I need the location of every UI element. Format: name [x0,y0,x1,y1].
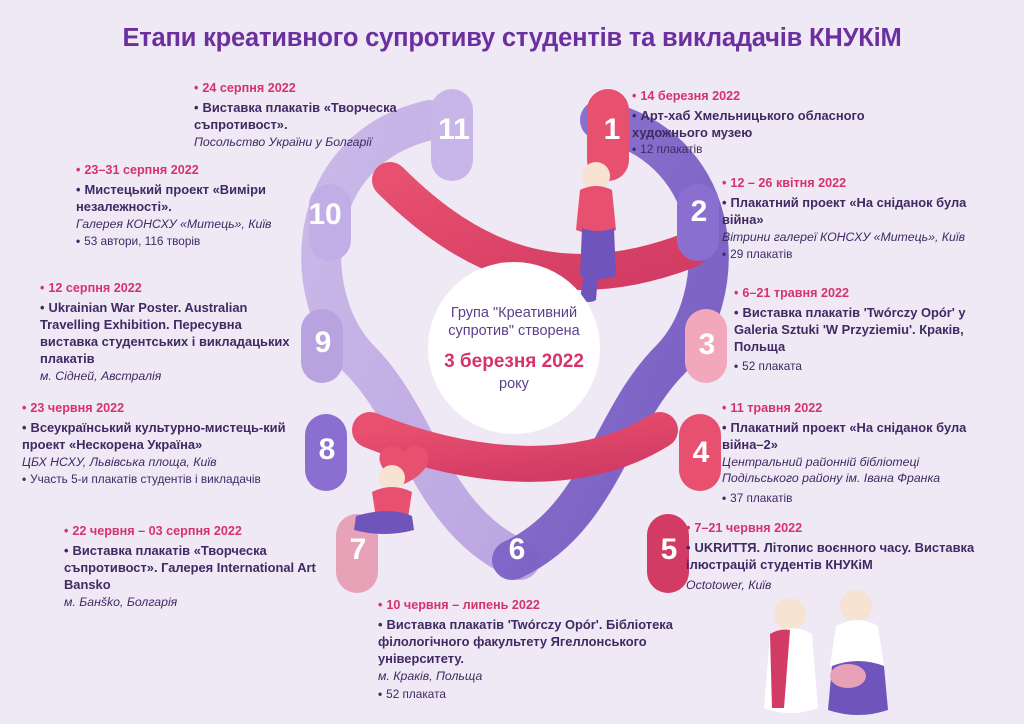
step-place-7: м. Банško, Болгарія [64,595,178,610]
step-title-9: • Ukrainian War Poster. Australian Travelling Exhibition. Пересувна виставка студентських і викладацьких плакатів [40,299,298,368]
two-figures [764,590,888,715]
step-block-2 [722,175,994,263]
step-block-11 [194,80,424,152]
step-block-10 [76,162,304,250]
step-date-5: • 7–21 червня 2022 [686,520,976,537]
step-count-2: • 29 плакатів [722,247,994,263]
step-number-5: 5 [660,533,678,566]
center-label: Група "Креативний супротив" створена [448,304,580,340]
step-count-1: • 12 плакатів [632,142,892,158]
step-date-7: • 22 червня – 03 серпня 2022 [64,523,326,540]
step-block-4 [722,400,998,506]
step-date-11: • 24 серпня 2022 [194,80,424,97]
step-number-4: 4 [692,436,710,469]
step-date-4: • 11 травня 2022 [722,400,998,417]
step-place-6: м. Краків, Польща [378,669,483,684]
step-count-4: • 37 плакатів [722,491,998,507]
step-title-4: • Плакатний проект «На сніданок була війна–2» [722,419,998,453]
center-year: року [499,376,529,393]
step-count-8: • Участь 5-и плакатів студентів і викладачів [22,472,308,488]
step-block-8 [22,400,308,488]
step-date-2: • 12 – 26 квітня 2022 [722,175,994,192]
center-circle [428,262,600,434]
step-title-3: • Виставка плакатів 'Twórczy Opór' у Galeria Sztuki 'W Przyziemiu'. Краків, Польща [734,304,984,355]
step-number-8: 8 [318,433,336,466]
step-place-8: ЦБХ НСХУ, Львівська площа, Київ [22,455,217,470]
heart-figure [354,446,429,534]
step-number-9: 9 [314,326,332,359]
step-date-1: • 14 березня 2022 [632,88,892,105]
step-block-7 [64,523,326,613]
step-block-9 [40,280,298,387]
step-title-5: • UKRИТТЯ. Літопис воєнного часу. Виставка ілюстрацій студентів КНУКіМ [686,539,976,573]
step-block-1 [632,88,892,158]
step-date-9: • 12 серпня 2022 [40,280,298,297]
step-block-3 [734,285,984,375]
step-title-11: • Виставка плакатів «Творческа съпротивост». [194,99,424,133]
step-count-6: • 52 плаката [378,687,678,703]
step-date-3: • 6–21 травня 2022 [734,285,984,302]
step-title-6: • Виставка плакатів 'Twórczy Opór'. Бібліотека філологічного факультету Ягеллонського університету. [378,616,678,667]
step-title-7: • Виставка плакатів «Творческа съпротивост». Галерея International Art Bansko [64,542,326,593]
step-place-5: Octotower, Київ [686,578,772,593]
step-date-10: • 23–31 серпня 2022 [76,162,304,179]
step-place-9: м. Сідней, Австралія [40,369,162,384]
center-date: 3 березня 2022 [444,350,584,372]
step-place-2: Вітрини галереї КОНСХУ «Митець», Київ [722,230,966,245]
step-count-10: • 53 автори, 116 творів [76,234,304,250]
step-date-6: • 10 червня – липень 2022 [378,597,678,614]
step-count-3: • 52 плаката [734,359,984,375]
step-date-8: • 23 червня 2022 [22,400,308,417]
step-number-11: 11 [438,113,470,146]
step-place-4: Центральний районній бібліотеці Подільського району ім. Івана Франка [722,455,941,486]
step-block-6 [378,597,678,702]
step-number-1: 1 [603,113,621,146]
step-place-10: Галерея КОНСХУ «Митець», Київ [76,217,272,232]
step-title-1: • Арт-хаб Хмельницького обласного художнього музею [632,107,892,141]
step-block-5 [686,520,976,595]
step-title-2: • Плакатний проект «На сніданок була війна» [722,194,994,228]
step-number-3: 3 [698,328,716,361]
page-title: Етапи креативного супротиву студентів та викладачів КНУКіМ [122,24,902,52]
step-number-7: 7 [349,533,367,566]
step-title-8: • Всеукраїнський культурно-мистець-кий проект «Нескорена Україна» [22,419,308,453]
step-number-2: 2 [690,195,708,228]
step-number-6: 6 [508,533,526,566]
step-place-11: Посольство України у Болгарії [194,135,372,150]
step-number-10: 10 [308,198,342,231]
step-title-10: • Мистецький проект «Виміри незалежності». [76,181,304,215]
